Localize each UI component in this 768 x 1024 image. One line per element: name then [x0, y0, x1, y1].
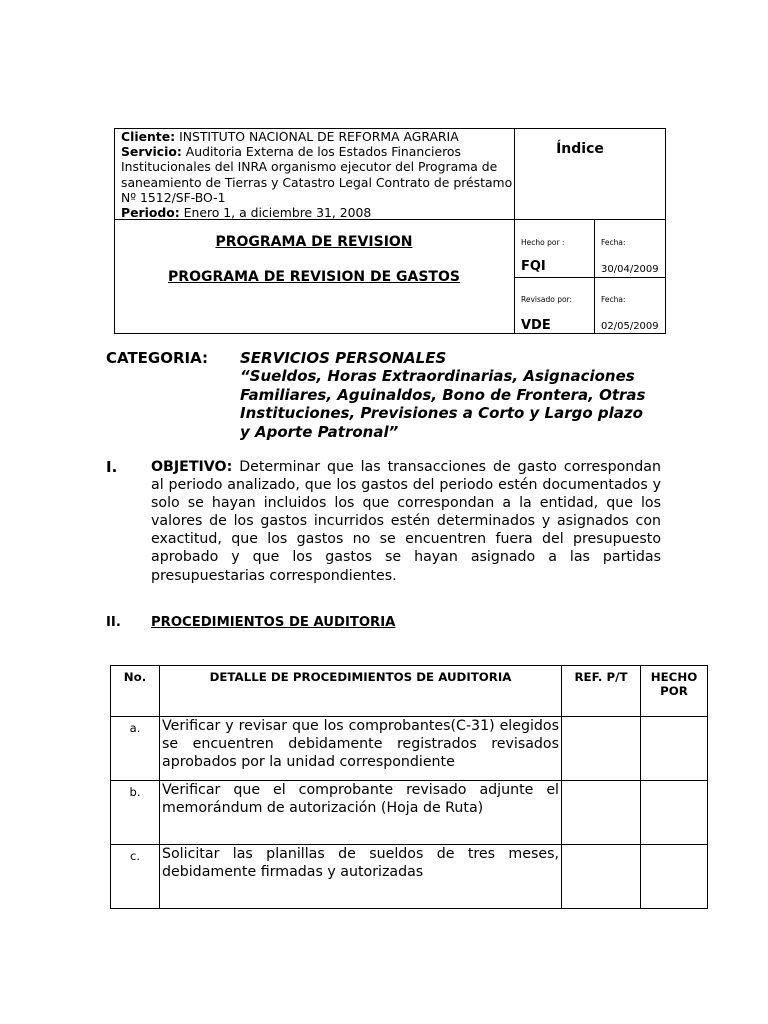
header-box — [114, 128, 666, 334]
cliente-value: INSTITUTO NACIONAL DE REFORMA AGRARIA — [179, 129, 459, 144]
client-info — [121, 129, 515, 220]
procedimientos-numeral: II. — [106, 615, 121, 630]
column-header-ref: REF. P/T — [562, 666, 641, 717]
periodo-value: Enero 1, a diciembre 31, 2008 — [183, 205, 372, 221]
row-detail-text: Verificar que el comprobante revisado adjunte el memorándum de autorización (Hoja de Ruta) — [162, 782, 559, 817]
programa-subtitle: PROGRAMA DE REVISION DE GASTOS — [168, 269, 460, 285]
table-row — [111, 717, 708, 781]
row-detail-text: Verificar y revisar que los comprobantes(C-31) elegidos se encuentren debidamente registrados revisados aprobados por la unidad correspondiente — [162, 718, 559, 771]
hecho-por-label: Hecho por : — [521, 238, 565, 247]
table-header-row — [111, 666, 708, 717]
fecha-label-1: Fecha: — [601, 238, 626, 247]
categoria-value: SERVICIOS PERSONALES “Sueldos, Horas Extraordinarias, Asignaciones Familiares, Aguinaldos, Bono de Frontera, Otras Instituciones, Previsiones a Corto y Largo plazo y Aporte Patronal” — [240, 349, 646, 441]
column-header-hecho: HECHO POR — [641, 666, 708, 717]
row-detail — [160, 717, 562, 781]
objetivo-text: Determinar que las transacciones de gasto correspondan al periodo analizado, que los gastos del periodo estén documentados y solo se hayan incluidos los que correspondan a la entidad, que los valores de los gastos incurridos estén determinados y asignados con exactitud, que los gastos no se encuentren fuera del presupuesto aprobado y que los gastos se hayan asignado a las partidas presupuestarias correspondientes. — [151, 459, 661, 584]
row-detail — [160, 845, 562, 909]
procedures-table — [110, 665, 708, 909]
objetivo-label: OBJETIVO: — [151, 459, 233, 475]
row-ref — [562, 845, 641, 909]
table-row — [111, 781, 708, 845]
row-number: c. — [111, 845, 160, 909]
indice-label: Índice — [556, 141, 604, 157]
procedimientos-heading: PROCEDIMIENTOS DE AUDITORIA — [151, 615, 396, 630]
periodo-label: Periodo: — [121, 205, 180, 221]
row-detail — [160, 781, 562, 845]
column-header-no: No. — [111, 666, 160, 717]
hecho-por-value: FQI — [521, 259, 546, 274]
row-number: a. — [111, 717, 160, 781]
row-number: b. — [111, 781, 160, 845]
header-divider-review — [514, 277, 665, 278]
objetivo-numeral: I. — [106, 458, 118, 476]
fecha-label-2: Fecha: — [601, 295, 626, 304]
revisado-por-label: Revisado por: — [521, 295, 573, 304]
servicio-value: Auditoria Externa de los Estados Financieros Institucionales del INRA organismo ejecutor del Programa de saneamiento de Tierras y Catastro Legal Contrato de préstamo Nº 1512/SF-BO-1 — [121, 144, 513, 205]
objetivo-paragraph — [151, 458, 661, 585]
fecha-value-1: 30/04/2009 — [601, 264, 659, 275]
categoria-label: CATEGORIA: — [106, 349, 209, 367]
column-header-detalle: DETALLE DE PROCEDIMIENTOS DE AUDITORIA — [160, 666, 562, 717]
table-row — [111, 845, 708, 909]
row-detail-text: Solicitar las planillas de sueldos de tres meses, debidamente firmadas y autorizadas — [162, 846, 559, 881]
row-hecho — [641, 717, 708, 781]
cliente-label: Cliente: — [121, 129, 176, 144]
row-hecho — [641, 781, 708, 845]
row-ref — [562, 781, 641, 845]
programa-title: PROGRAMA DE REVISION — [215, 234, 413, 250]
row-hecho — [641, 845, 708, 909]
row-ref — [562, 717, 641, 781]
fecha-value-2: 02/05/2009 — [601, 321, 659, 332]
servicio-label: Servicio: — [121, 144, 182, 160]
revisado-por-value: VDE — [521, 318, 551, 333]
